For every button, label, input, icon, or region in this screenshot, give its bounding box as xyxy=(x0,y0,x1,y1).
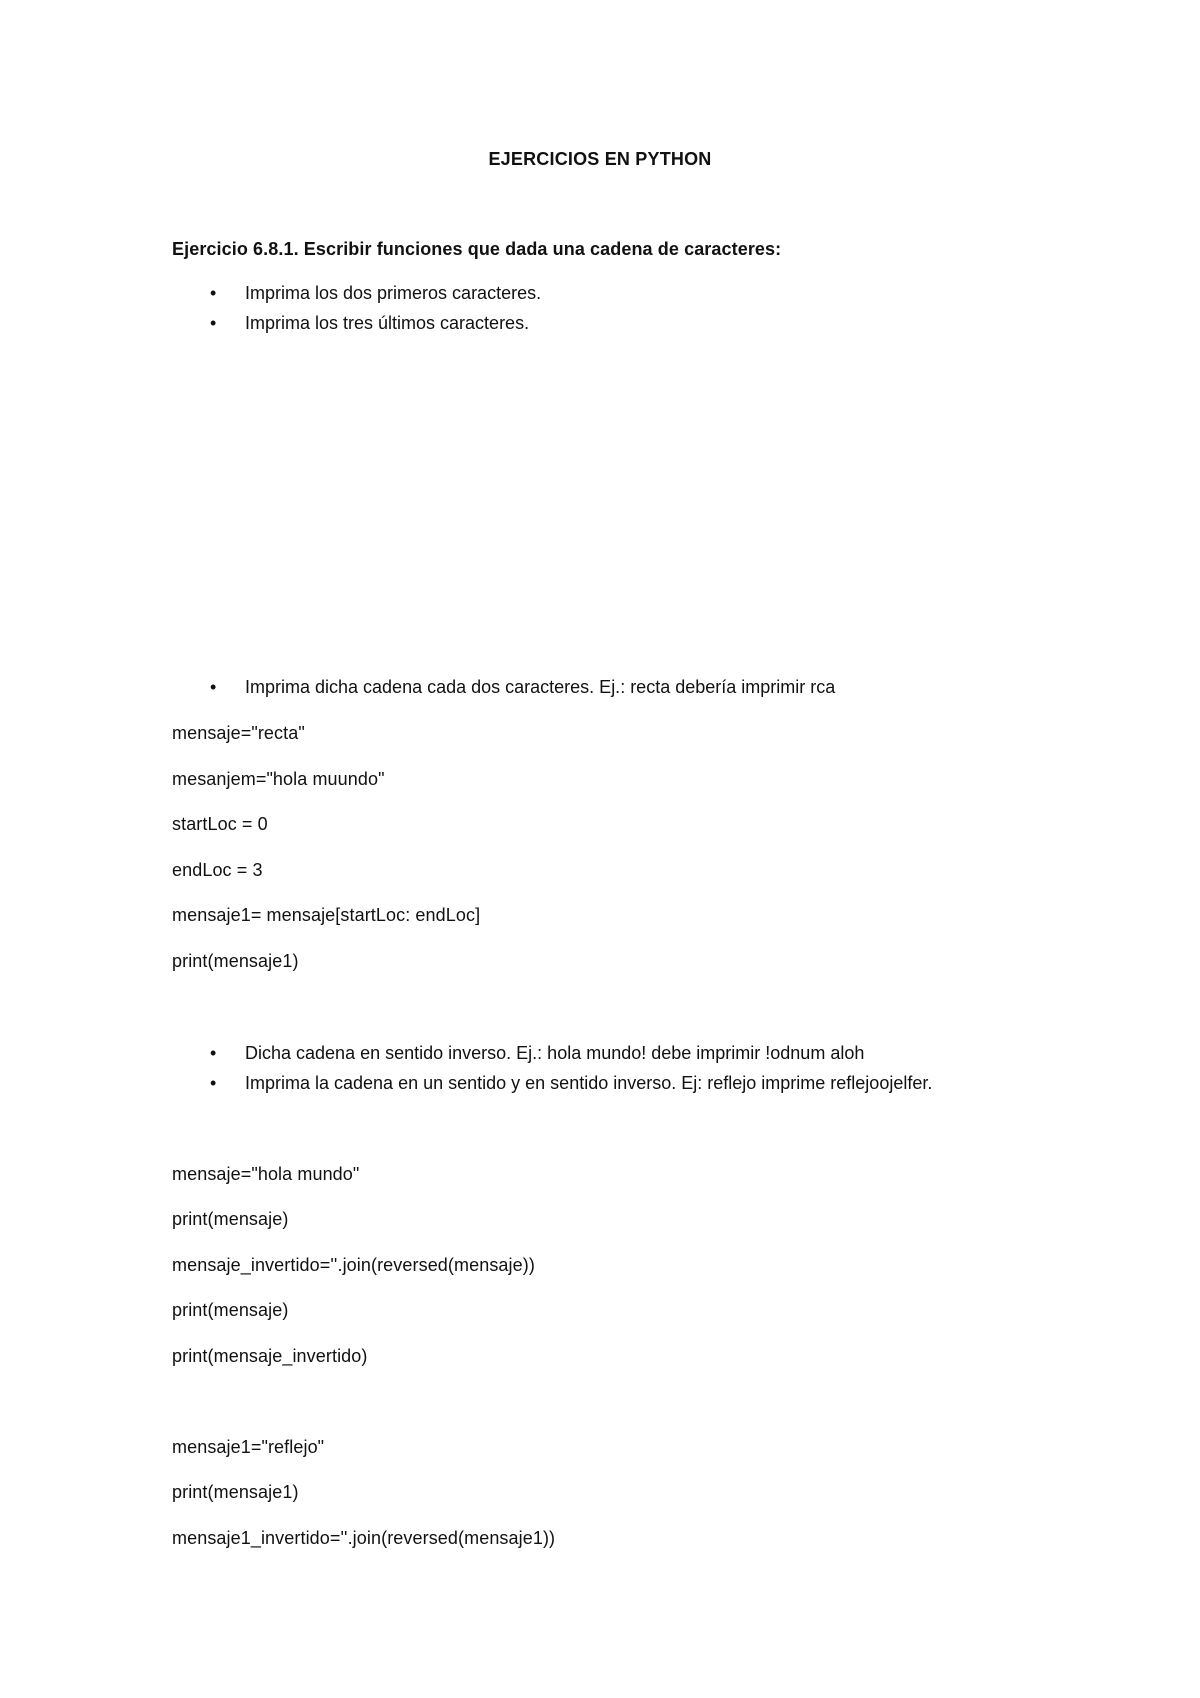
bullet-item: Imprima dicha cadena cada dos caracteres. Ej.: recta debería imprimir rca xyxy=(245,677,836,697)
code-line: print(mensaje) xyxy=(172,1300,289,1320)
bullet-marker: • xyxy=(210,1073,217,1093)
code-line: print(mensaje1) xyxy=(172,951,299,971)
bullet-item: Imprima los dos primeros caracteres. xyxy=(245,283,542,303)
code-line: mensaje1_invertido=''.join(reversed(mensaje1)) xyxy=(172,1528,556,1548)
bullet-item: Imprima la cadena en un sentido y en sentido inverso. Ej: reflejo imprime reflejoojelfer. xyxy=(245,1073,933,1093)
bullet-item: Dicha cadena en sentido inverso. Ej.: hola mundo! debe imprimir !odnum aloh xyxy=(245,1043,865,1063)
code-line: mensaje_invertido=''.join(reversed(mensaje)) xyxy=(172,1255,535,1275)
bullet-marker: • xyxy=(210,313,217,333)
bullet-marker: • xyxy=(210,677,217,697)
code-line: mesanjem="hola muundo" xyxy=(172,769,385,789)
bullet-item: Imprima los tres últimos caracteres. xyxy=(245,313,530,333)
code-line: mensaje1="reflejo" xyxy=(172,1437,325,1457)
bullet-marker: • xyxy=(210,283,217,303)
code-line: endLoc = 3 xyxy=(172,860,263,880)
code-line: print(mensaje_invertido) xyxy=(172,1346,368,1366)
code-line: print(mensaje) xyxy=(172,1209,289,1229)
bullet-marker: • xyxy=(210,1043,217,1063)
code-line: mensaje="hola mundo" xyxy=(172,1164,360,1184)
code-line: mensaje1= mensaje[startLoc: endLoc] xyxy=(172,905,481,925)
code-line: mensaje="recta" xyxy=(172,723,305,743)
document-title: EJERCICIOS EN PYTHON xyxy=(488,149,712,169)
code-line: startLoc = 0 xyxy=(172,814,268,834)
code-line: print(mensaje1) xyxy=(172,1482,299,1502)
exercise-heading: Ejercicio 6.8.1. Escribir funciones que dada una cadena de caracteres: xyxy=(172,239,782,259)
